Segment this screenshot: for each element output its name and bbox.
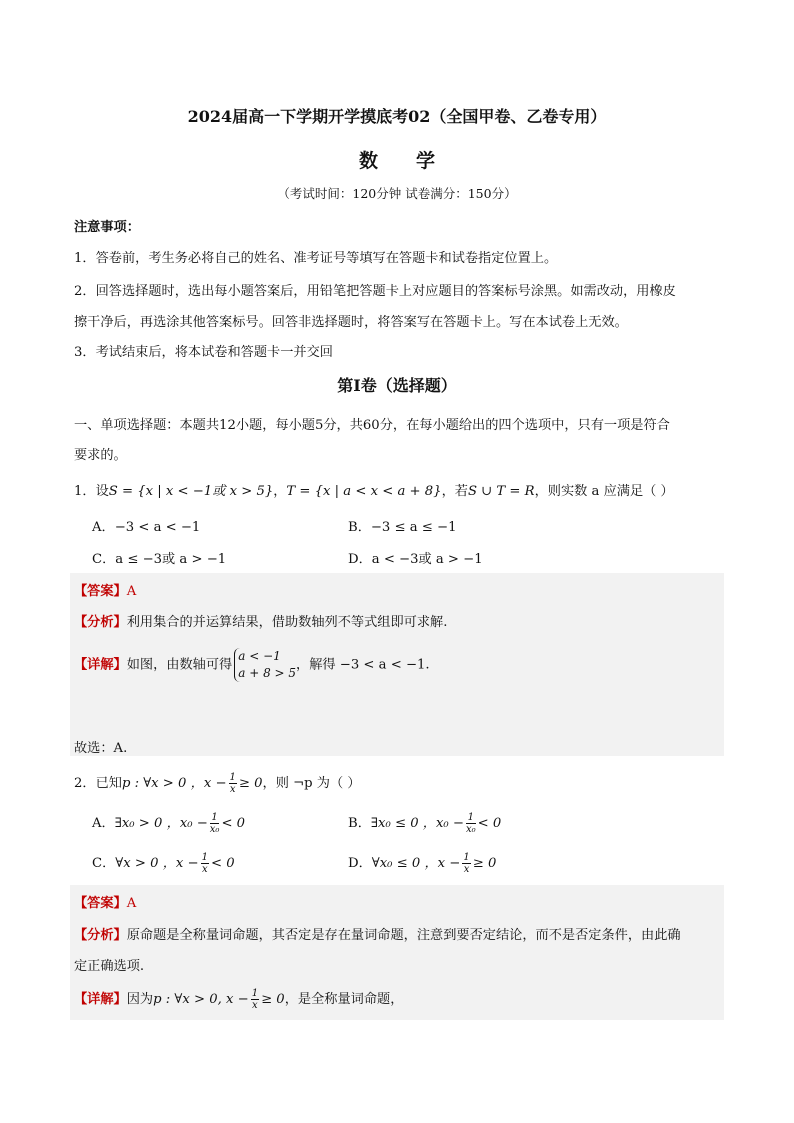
q1-option-a: A．−3 < a < −1: [92, 520, 201, 535]
q2-opt-c-quant: ∀x > 0 ，: [115, 856, 176, 871]
q2-opt-a-expr: x₀ −: [179, 816, 208, 831]
q2-opt-d-expr: x −: [437, 856, 461, 871]
q1-analysis-tag: 【分析】: [74, 615, 127, 630]
q1-option-d: D．a < −3或 a > −1: [348, 552, 483, 567]
q2-detail-post: ，是全称量词命题，: [284, 992, 404, 1007]
section-intro-line1: 一、单项选择题：本题共12小题，每小题5分，共60分，在每小题给出的四个选项中，只有一项是符合: [74, 418, 670, 433]
notice-item-2-line2: 擦干净后，再选涂其他答案标号。回答非选择题时，将答案写在答题卡上。写在本试卷上无效。: [74, 315, 628, 330]
q2-opt-b-expr: x₀ −: [435, 816, 464, 831]
q2-opt-a-label: A．: [92, 816, 115, 831]
q2-opt-d-fraction: [462, 852, 470, 875]
q2-option-a: [92, 812, 245, 835]
q1-system-line1: a < −1: [238, 649, 281, 663]
q2-opt-c-fraction: [201, 852, 209, 875]
q2-opt-a-num: 1: [211, 812, 218, 823]
exam-info: （考试时间：120分钟 试卷满分：150分）: [277, 186, 517, 201]
q2-opt-b-den: x₀: [465, 824, 476, 835]
q2-detail-den: x: [252, 1000, 258, 1011]
q2-answer: [74, 892, 136, 911]
q2-ge: ≥ 0: [238, 776, 263, 791]
q1-inequality-system: [234, 648, 296, 682]
q1-detail-post: ，解得 −3 < a < −1.: [296, 657, 430, 673]
section-title: 第I卷（选择题）: [337, 376, 457, 395]
subject-title: 数学: [358, 150, 473, 172]
q2-detail-num: 1: [251, 988, 259, 999]
q1-prefix: 1．设: [74, 484, 109, 499]
q1-analysis-text: 利用集合的并运算结果，借助数轴列不等式组即可求解.: [126, 615, 448, 630]
q2-answer-value: A: [126, 896, 137, 911]
q2-opt-a-rel: < 0: [221, 816, 246, 831]
q2-option-b: [348, 812, 501, 835]
q1-answer: [74, 580, 136, 599]
exam-title: 2024届高一下学期开学摸底考02（全国甲卷、乙卷专用）: [187, 107, 607, 126]
notice-item-1: 1．答卷前，考生务必将自己的姓名、准考证号等填写在答题卡和试卷指定位置上。: [74, 251, 558, 266]
q2-opt-b-rel: < 0: [477, 816, 502, 831]
q2-detail-pre: 因为: [126, 992, 154, 1007]
q1-answer-value: A: [126, 584, 137, 599]
q2-detail-tag: 【详解】: [74, 992, 127, 1007]
q1-mid: ，若: [441, 484, 468, 499]
q2-option-c: [92, 852, 235, 875]
q1-union: S ∪ T = R: [467, 484, 535, 499]
q2-frac-num: 1: [229, 772, 236, 783]
q2-detail: [74, 988, 403, 1011]
q2-opt-c-label: C．: [92, 856, 116, 871]
q1-set-t: T = {x | a < x < a + 8}: [286, 484, 442, 499]
q1-option-b: B．−3 ≤ a ≤ −1: [348, 520, 457, 535]
q1-set-s: S = {x | x < −1或 x > 5}: [108, 484, 274, 499]
q2-opt-d-quant: ∀x₀ ≤ 0 ，: [371, 856, 438, 871]
q2-opt-c-rel: < 0: [210, 856, 235, 871]
q2-frac-den: x: [229, 784, 236, 795]
q2-suffix: ，则 ¬p 为（ ）: [262, 776, 361, 791]
q2-opt-d-rel: ≥ 0: [472, 856, 497, 871]
q1-comma: ，: [273, 484, 287, 499]
q2-opt-b-fraction: [466, 812, 476, 835]
q1-analysis: [74, 611, 447, 630]
q2-detail-stmt: p : ∀x > 0, x −: [153, 992, 249, 1007]
q2-answer-tag: 【答案】: [74, 896, 127, 911]
q2-statement: p : ∀x > 0 ，: [121, 776, 204, 791]
q2-opt-d-den: x: [463, 864, 470, 875]
q2-analysis-tag: 【分析】: [74, 928, 127, 943]
q2-analysis-line1: [74, 924, 681, 943]
q2-opt-a-fraction: [210, 812, 220, 835]
notice-heading: 注意事项：: [74, 220, 140, 235]
q2-opt-c-expr: x −: [175, 856, 199, 871]
q2-analysis-line2: 定正确选项.: [74, 959, 145, 974]
q2-option-d: [348, 852, 496, 875]
question-1-stem: [74, 480, 674, 499]
q2-opt-c-den: x: [201, 864, 208, 875]
notice-item-3: 3．考试结束后，将本试卷和答题卡一并交回: [74, 345, 333, 360]
q2-prefix: 2．已知: [74, 776, 122, 791]
q2-opt-b-label: B．: [348, 816, 371, 831]
q2-opt-b-num: 1: [467, 812, 474, 823]
q1-detail-pre: 如图，由数轴可得: [126, 657, 233, 673]
q2-expr: x −: [203, 776, 227, 791]
q1-suffix: ，则实数 a 应满足（ ）: [534, 484, 674, 499]
section-intro-line2: 要求的。: [74, 448, 127, 463]
q1-system-line2: a + 8 > 5: [238, 666, 297, 680]
q1-option-c: C．a ≤ −3或 a > −1: [92, 552, 227, 567]
q1-answer-tag: 【答案】: [74, 584, 127, 599]
q2-opt-c-num: 1: [201, 852, 208, 863]
q2-opt-b-quant: ∃x₀ ≤ 0 ，: [370, 816, 436, 831]
q2-detail-fraction: [251, 988, 259, 1011]
q2-opt-d-num: 1: [463, 852, 470, 863]
q2-opt-a-quant: ∃x₀ > 0 ，: [114, 816, 180, 831]
q2-detail-ge: ≥ 0: [261, 992, 285, 1007]
question-2-stem: [74, 772, 361, 795]
q2-opt-a-den: x₀: [209, 824, 220, 835]
q1-detail: [74, 648, 430, 682]
q2-analysis-text1: 原命题是全称量词命题，其否定是存在量词命题，注意到要否定结论，而不是否定条件，由此确: [126, 928, 681, 943]
notice-item-2-line1: 2．回答选择题时，选出每小题答案后，用铅笔把答题卡上对应题目的答案标号涂黑。如需改动，用橡皮: [74, 284, 676, 299]
q1-choice: 故选：A.: [74, 741, 128, 756]
q2-fraction: [229, 772, 237, 795]
q1-detail-tag: 【详解】: [74, 657, 127, 673]
q2-opt-d-label: D．: [348, 856, 372, 871]
